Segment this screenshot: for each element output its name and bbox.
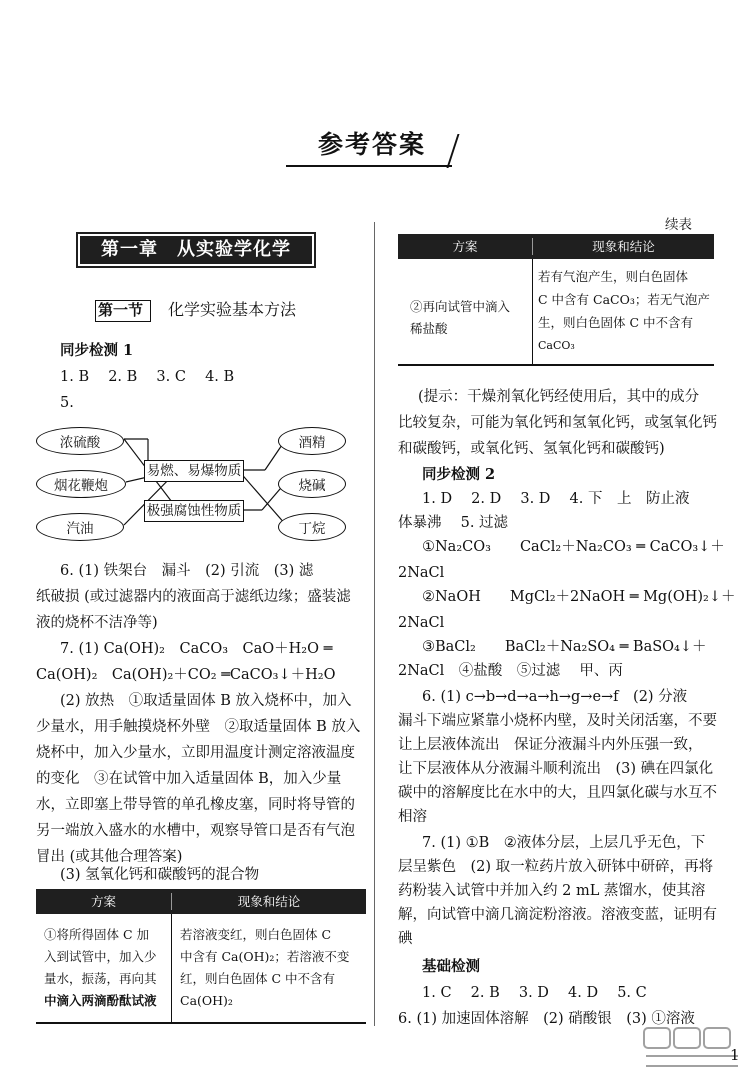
table-column-line: [532, 259, 533, 365]
category-box-flammable: 易燃、易爆物质: [144, 460, 244, 482]
text-line: 的变化 ③在试管中加入适量固体 B，加入少量: [36, 771, 342, 787]
text-line: 2NaCl: [398, 565, 445, 581]
text-line: 液的烧杯不洁净等): [36, 615, 158, 631]
page-number: 1: [730, 1046, 740, 1064]
text-line: 少量水，用手触摸烧杯外壁 ②取适量固体 B 放入: [36, 719, 361, 735]
answers-line: 1. B 2. B 3. C 4. B: [60, 369, 235, 385]
table-cell: C 中含有 CaCO₃；若无气泡产: [538, 292, 710, 307]
text-line: (提示：干燥剂氧化钙经使用后，其中的成分: [418, 389, 700, 405]
table-cell: Ca(OH)₂: [180, 993, 233, 1008]
table-column-line: [171, 914, 172, 1024]
text-line: 让下层液体从分液漏斗顺利流出 (3) 碘在四氯化: [398, 761, 714, 777]
text-line: 2NaCl: [398, 615, 445, 631]
page-title: 参考答案: [318, 130, 427, 159]
table-header: [398, 234, 714, 259]
text-line: 另一端放入盛水的水槽中，观察导管口是否有气泡: [36, 823, 355, 839]
text-line: ①Na₂CO₃ CaCl₂＋Na₂CO₃ ═ CaCO₃↓＋: [422, 539, 725, 555]
text-line: (3) 氢氧化钙和碳酸钙的混合物: [60, 867, 260, 883]
table-header: [36, 889, 366, 914]
item-oval-3: 汽油: [36, 513, 124, 541]
text-line: 水，立即塞上带导管的单孔橡皮塞，同时将导管的: [36, 797, 355, 813]
text-line: 药粉装入试管中并加入约 2 mL 蒸馏水，使其溶: [398, 883, 706, 899]
text-line: 1. C 2. B 3. D 4. D 5. C: [422, 985, 647, 1001]
text-line: Ca(OH)₂ Ca(OH)₂＋CO₂ ═CaCO₃↓＋H₂O: [36, 667, 336, 683]
chapter-title: 第一章 从实验学化学: [101, 239, 291, 260]
column-divider: [374, 222, 375, 1026]
text-line: ③BaCl₂ BaCl₂＋Na₂SO₄ ═ BaSO₄↓＋: [422, 639, 707, 655]
table-cell: 稀盐酸: [410, 321, 448, 336]
text-line: 6. (1) 加速固体溶解 (2) 硝酸银 (3) ①溶液: [398, 1011, 695, 1027]
text-line: 6. (1) 铁架台 漏斗 (2) 引流 (3) 滤: [60, 563, 314, 579]
text-line: ②NaOH MgCl₂＋2NaOH ═ Mg(OH)₂↓＋: [422, 589, 736, 605]
item-oval-5: 烧碱: [278, 470, 346, 498]
table-bottom-rule: [398, 364, 714, 366]
heading-sync-test-1: 同步检测 1: [60, 342, 134, 359]
table-cell: ①将所得固体 C 加: [44, 927, 150, 942]
text-line: 碳中的溶解度比在水中的大，且四氯化碳与水互不: [398, 785, 717, 801]
table-header-result: 现象和结论: [237, 894, 301, 909]
text-line: 比较复杂，可能为氧化钙和氢氧化钙，或氢氧化钙: [398, 415, 717, 431]
table-cell: 若溶液变红，则白色固体 C: [180, 927, 332, 942]
table-cell: ②再向试管中滴入: [410, 299, 511, 314]
table-cell: 红，则白色固体 C 中不含有: [180, 971, 336, 986]
heading-sync-test-2: 同步检测 2: [422, 466, 496, 483]
item-oval-2: 烟花鞭炮: [36, 470, 126, 498]
table-cell: 生，则白色固体 C 中不含有: [538, 315, 694, 330]
table-cell: 若有气泡产生，则白色固体: [538, 269, 689, 284]
item-oval-4: 酒精: [278, 427, 346, 455]
text-line: 7. (1) Ca(OH)₂ CaCO₃ CaO＋H₂O ═: [60, 641, 333, 657]
table-cell: 中滴入两滴酚酞试液: [44, 993, 157, 1008]
table-cell: 中含有 Ca(OH)₂；若溶液不变: [180, 949, 350, 964]
text-line: 烧杯中，加入少量水，立即用温度计测定溶液温度: [36, 745, 355, 761]
text-line: 漏斗下端应紧靠小烧杯内壁，及时关闭活塞，不要: [398, 713, 717, 729]
text-line: 纸破损 (或过滤器内的液面高于滤纸边缘；盛装滤: [36, 589, 351, 605]
text-line: 体暴沸 5. 过滤: [398, 515, 509, 531]
text-line: 1. D 2. D 3. D 4. 下 上 防止液: [422, 491, 690, 507]
text-line: 和碳酸钙，或氧化钙、氢氧化钙和碳酸钙): [398, 441, 665, 457]
item-oval-6: 丁烷: [278, 513, 346, 541]
section-title: 化学实验基本方法: [168, 300, 297, 319]
text-line: 层呈紫色 (2) 取一粒药片放入研钵中研碎，再将: [398, 859, 714, 875]
heading-basic-test: 基础检测: [422, 958, 480, 975]
table-header-plan: 方案: [452, 239, 478, 254]
table-cell: 量水，振荡，再向其: [44, 971, 157, 986]
text-line: 解，向试管中滴几滴淀粉溶液。溶液变蓝，证明有: [398, 907, 717, 923]
watermark-logo: [640, 1024, 744, 1072]
section-label: 第一节: [98, 301, 144, 319]
table-cell: CaCO₃: [538, 339, 575, 352]
text-line: (2) 放热 ①取适量固体 B 放入烧杯中，加入: [60, 693, 352, 709]
text-line: 2NaCl ④盐酸 ⑤过滤 甲、丙: [398, 663, 623, 679]
table-cell: 入到试管中，加入少: [44, 949, 157, 964]
table-header-result: 现象和结论: [592, 239, 655, 254]
item-oval-1: 浓硫酸: [36, 427, 124, 455]
question-5-label: 5.: [60, 395, 74, 411]
header-underline: [286, 165, 452, 167]
table-bottom-rule: [36, 1022, 366, 1024]
continued-label: 续表: [665, 217, 692, 233]
text-line: 让上层液体流出 保证分液漏斗内外压强一致，: [398, 737, 703, 753]
text-line: 相溶: [398, 809, 427, 825]
text-line: 7. (1) ①B ②液体分层，上层几乎无色，下: [422, 835, 706, 851]
category-box-corrosive: 极强腐蚀性物质: [144, 500, 244, 522]
text-line: 碘: [398, 931, 413, 947]
text-line: 冒出 (或其他合理答案): [36, 849, 183, 865]
text-line: 6. (1) c→b→d→a→h→g→e→f (2) 分液: [422, 689, 688, 705]
table-header-plan: 方案: [90, 894, 116, 909]
